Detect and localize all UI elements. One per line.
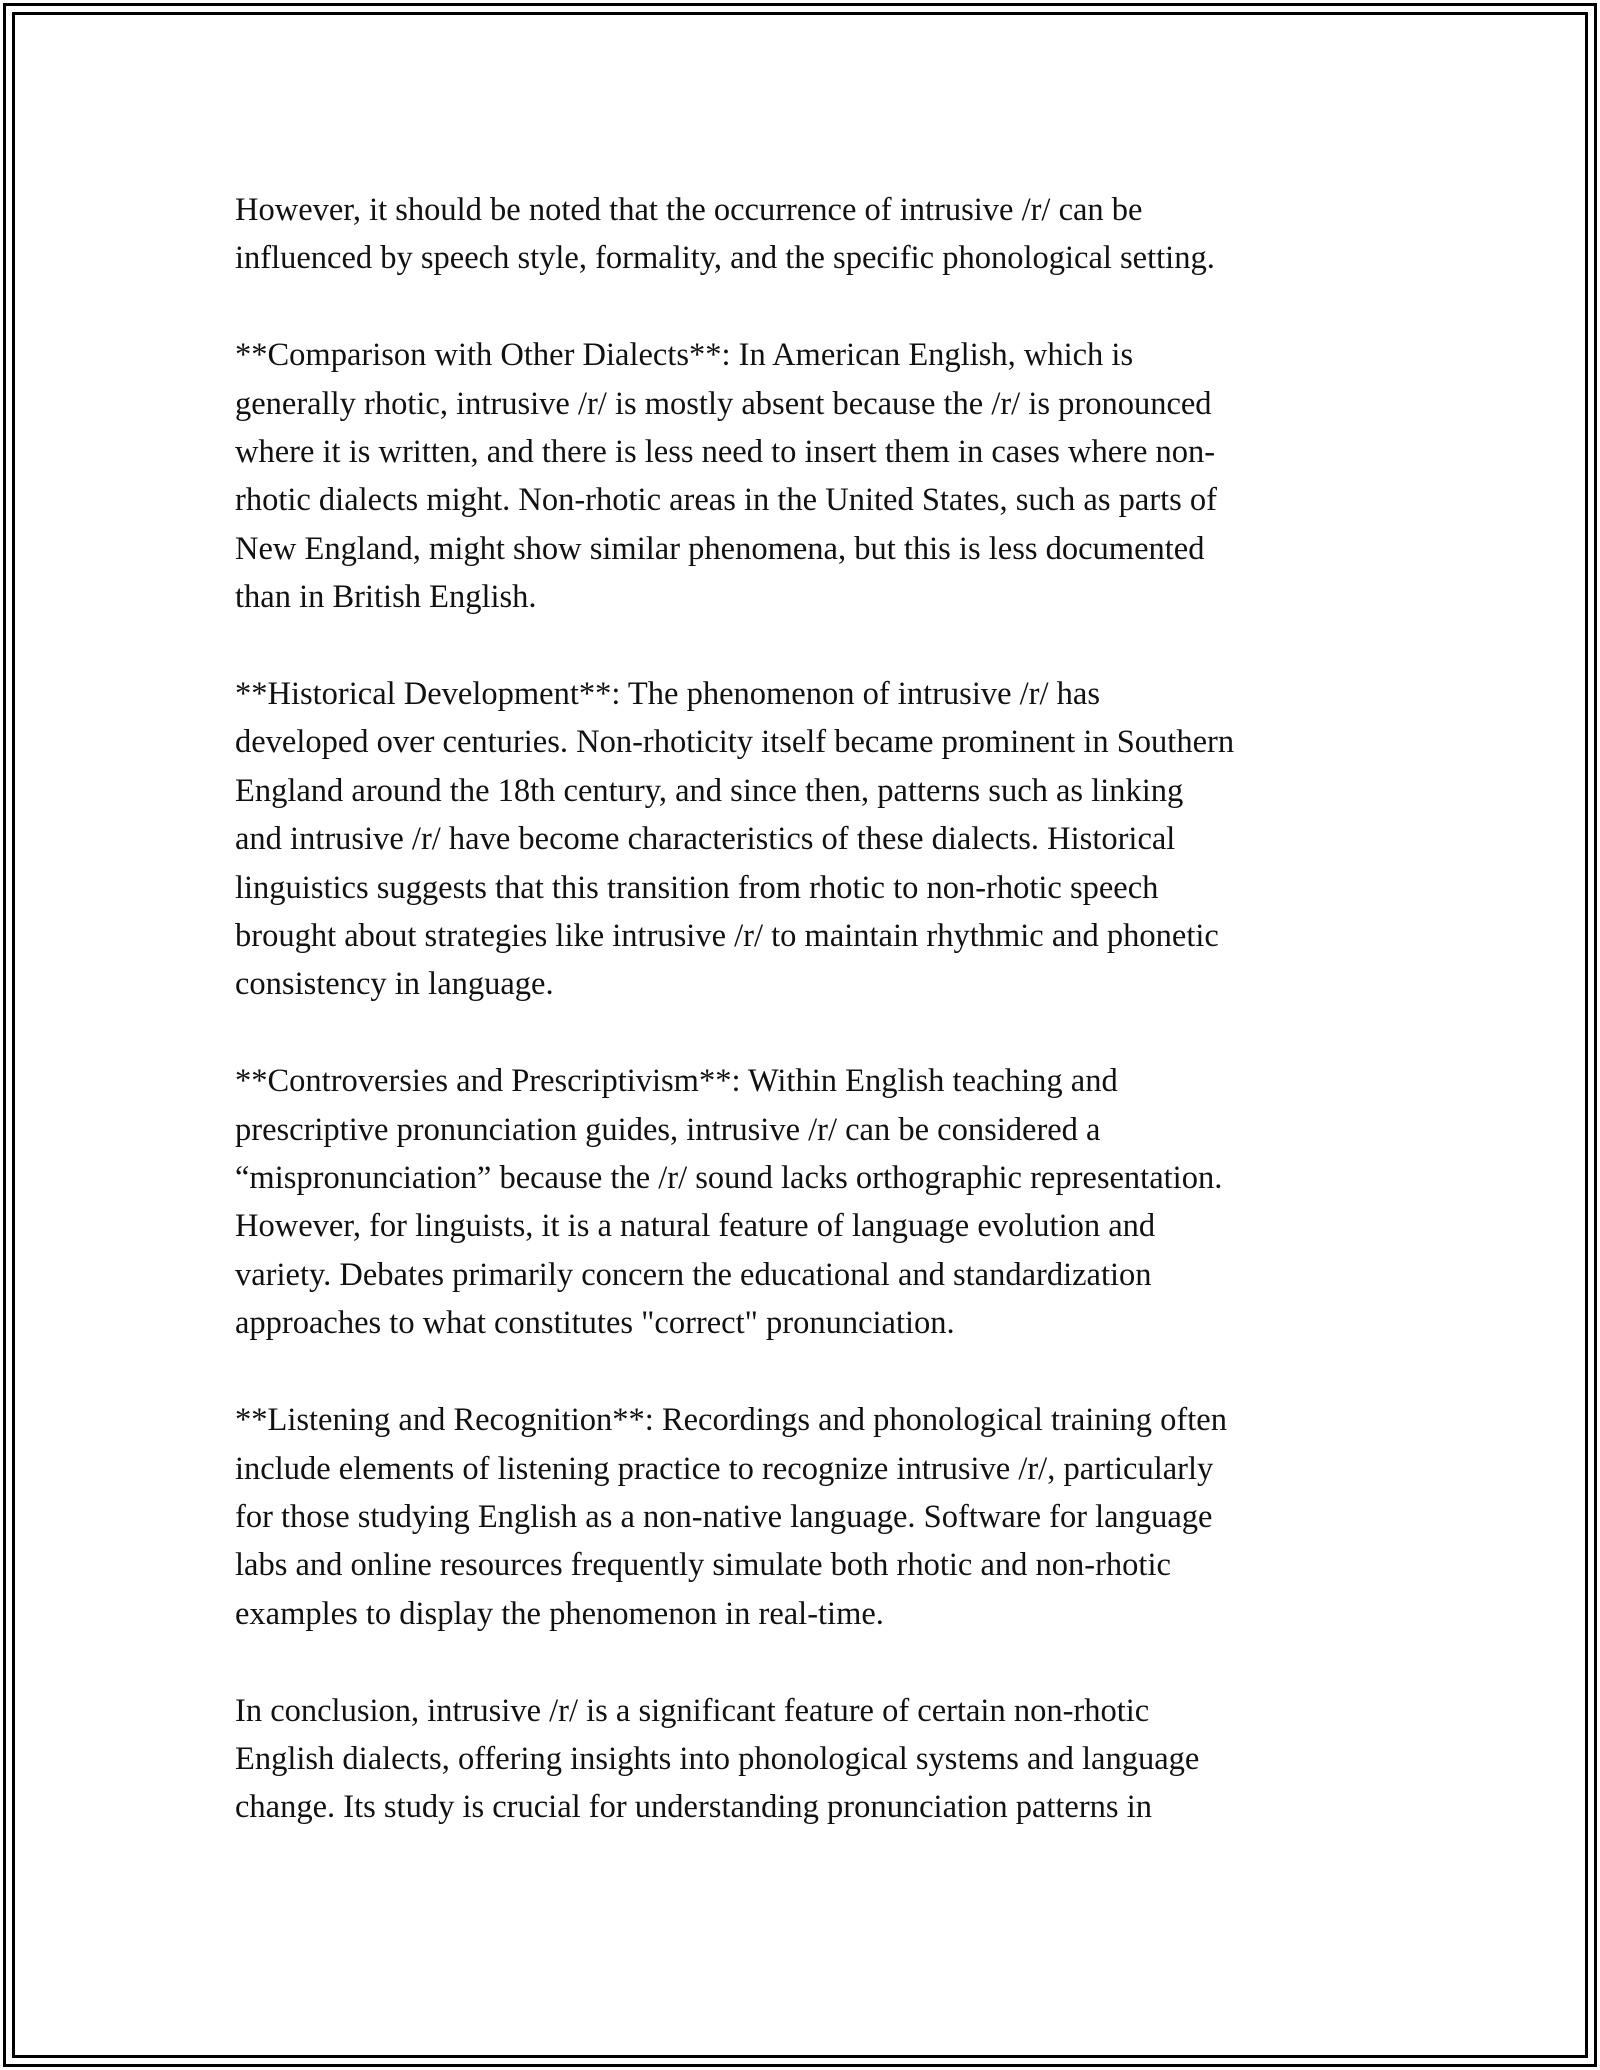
paragraph-historical-development: **Historical Development**: The phenomenon of intrusive /r/ has developed over centuries. Non-rhoticity itself became prominent in Southern England around the 18th century, and since then, patterns such as linking and intrusive /r/ have become characteristics of these dialects. Historical linguistics suggests that this transition from rhotic to non-rhotic speech brought about strategies like intrusive /r/ to maintain rhythmic and phonetic consistency in language.	[235, 676, 1235, 1003]
paragraph-intrusive-r-style: However, it should be noted that the occurrence of intrusive /r/ can be influenced by speech style, formality, and the specific phonological setting.	[235, 192, 1215, 277]
paragraph-listening-recognition: **Listening and Recognition**: Recordings and phonological training often include elements of listening practice to recognize intrusive /r/, particularly for those studying English as a non-native language. Software for language labs and online resources frequently simulate both rhotic and non-rhotic examples to display the phenomenon in real-time.	[235, 1402, 1227, 1632]
document-body	[235, 186, 1365, 1832]
paragraph-controversies-prescriptivism: **Controversies and Prescriptivism**: Within English teaching and prescriptive pronunciation guides, intrusive /r/ can be considered a “mispronunciation” because the /r/ sound lacks orthographic representation. However, for linguists, it is a natural feature of language evolution and variety. Debates primarily concern the educational and standardization approaches to what constitutes "correct" pronunciation.	[235, 1063, 1223, 1342]
paragraph-comparison-dialects: **Comparison with Other Dialects**: In American English, which is generally rhotic, intrusive /r/ is mostly absent because the /r/ is pronounced where it is written, and there is less need to insert them in cases where non- rhotic dialects might. Non-rhotic areas in the United States, such as parts of New England, might show similar phenomena, but this is less documented than in British English.	[235, 337, 1217, 616]
paragraph-conclusion: In conclusion, intrusive /r/ is a significant feature of certain non-rhotic English dialects, offering insights into phonological systems and language change. Its study is crucial for understanding pronunciation patterns in	[235, 1692, 1200, 1826]
